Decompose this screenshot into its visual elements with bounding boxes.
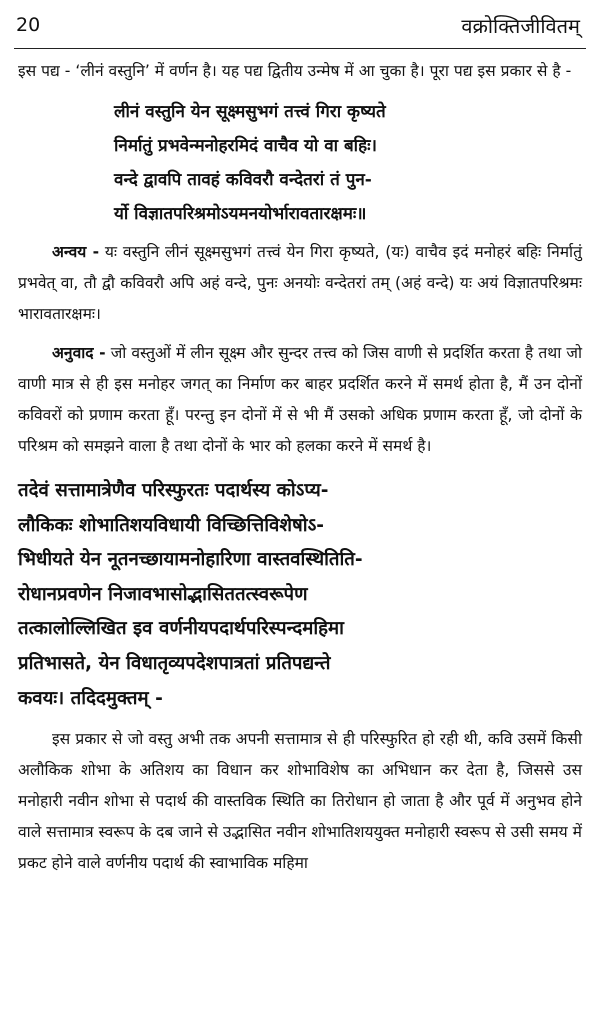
anvaya-label: अन्वय - xyxy=(52,243,100,261)
sanskrit-line: रोधानप्रवणेन निजावभासोद्भासिततत्स्वरूपेण xyxy=(18,583,308,605)
sanskrit-prose-block xyxy=(18,474,582,716)
verse-block xyxy=(114,95,582,231)
running-title: वक्रोक्तिजीवितम् xyxy=(461,14,580,38)
verse-line: वन्दे द्वावपि तावहं कविवरौ वन्देतरां तं पुन- xyxy=(114,170,372,190)
verse-line: र्यो विज्ञातपरिश्रमोऽयमनयोर्भारावतारक्षमः॥ xyxy=(114,204,367,224)
header-rule xyxy=(14,48,586,49)
page-number: 20 xyxy=(16,14,41,36)
sanskrit-line: प्रतिभासते, येन विधातृव्यपदेशपात्रतां प्रतिपद्यन्ते xyxy=(18,652,331,674)
page-body xyxy=(18,56,582,879)
page-header xyxy=(0,0,600,52)
verse-line: निर्मातुं प्रभवेन्मनोहरमिदं वाचैव यो वा बहिः। xyxy=(114,136,377,156)
anvaya-paragraph xyxy=(18,237,582,330)
explanation-paragraph: इस प्रकार से जो वस्तु अभी तक अपनी सत्तामात्र से ही परिस्फुरित हो रही थी, कवि उसमें किसी अलौकिक शोभा के अतिशय का विधान कर शोभाविशेष का अभिधान कर देता है, जिससे उस मनोहारी नवीन शोभा से पदार्थ की वास्तविक स्थिति का तिरोधान हो जाता है और पूर्व में अनुभव होने वाले सत्तामात्र स्वरूप के दब जाने से उद्भासित नवीन शोभातिशययुक्त मनोहारी स्वरूप से उसी समय में प्रकट होने वाले वर्णनीय पदार्थ की स्वाभाविक महिमा xyxy=(18,730,582,873)
anvaya-text: यः वस्तुनि लीनं सूक्ष्मसुभगं तत्त्वं येन गिरा कृष्यते, (यः) वाचैव इदं मनोहरं बहिः निर्मातुं प्रभवेत् वा, तौ द्वौ कविवरौ अपि अहं वन्दे, पुनः अनयोः वन्देतरां तम् (अहं वन्दे) यः अयं विज्ञातपरिश्रमः भारावतारक्षमः। xyxy=(18,243,582,323)
anuvad-text: जो वस्तुओं में लीन सूक्ष्म और सुन्दर तत्त्व को जिस वाणी से प्रदर्शित करता है तथा जो वाणी मात्र से ही इस मनोहर जगत् का निर्माण कर बाहर प्रदर्शित करने में समर्थ होता है, मैं उन दोनों कविवरों को प्रणाम करता हूँ। परन्तु इन दोनों में से भी मैं उसको अधिक प्रणाम करता हूँ, जो दोनों के परिश्रम को समझने वाला है तथा दोनों के भार को हलका करने में समर्थ है। xyxy=(18,344,582,455)
anuvad-label: अनुवाद - xyxy=(52,344,106,362)
verse-line: लीनं वस्तुनि येन सूक्ष्मसुभगं तत्त्वं गिरा कृष्यते xyxy=(114,102,386,122)
sanskrit-line: तत्कालोल्लिखित इव वर्णनीयपदार्थपरिस्पन्दमहिमा xyxy=(18,618,344,640)
sanskrit-line: भिधीयते येन नूतनच्छायामनोहारिणा वास्तवस्थितिति- xyxy=(18,549,363,571)
sanskrit-line: लौकिकः शोभातिशयविधायी विच्छित्तिविशेषोऽ- xyxy=(18,514,324,536)
sanskrit-line: कवयः। तदिदमुक्तम् - xyxy=(18,687,163,709)
anuvad-paragraph xyxy=(18,338,582,462)
intro-paragraph: इस पद्य - ‘लीनं वस्तुनि’ में वर्णन है। यह पद्य द्वितीय उन्मेष में आ चुका है। पूरा पद्य इस प्रकार से है - xyxy=(18,62,572,80)
sanskrit-line: तदेवं सत्तामात्रेणैव परिस्फुरतः पदार्थस्य कोऽप्य- xyxy=(18,480,329,501)
